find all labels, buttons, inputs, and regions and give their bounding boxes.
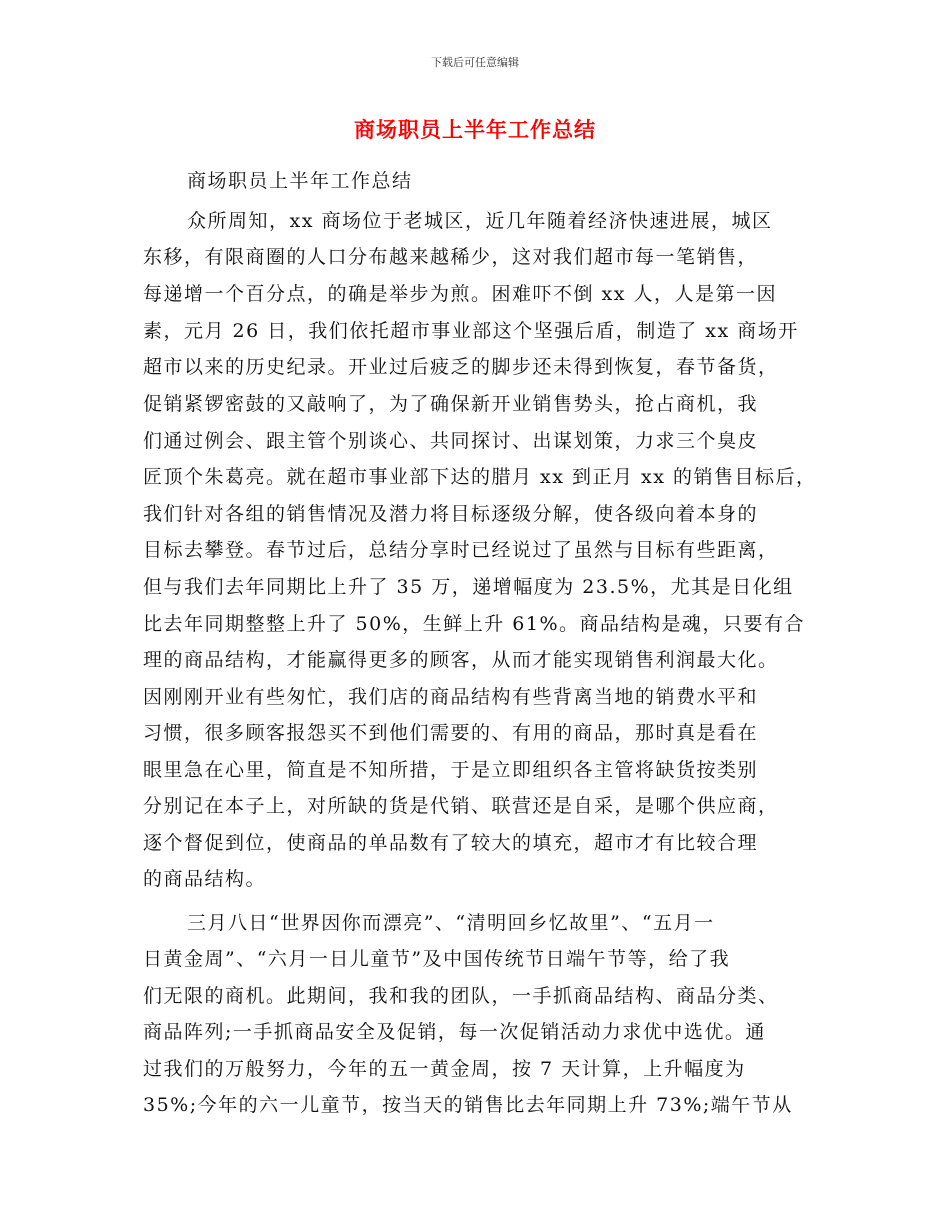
paragraph-line: 比去年同期整整上升了 50%，生鲜上升 61%。商品结构是魂，只要有合 [143,613,806,635]
paragraph-line: 三月八日“世界因你而漂亮”、“清明回乡忆故里”、“五月一 [187,912,715,934]
paragraph-line: 过我们的万般努力，今年的五一黄金周，按 7 天计算，上升幅度为 [143,1058,746,1080]
paragraph-line: 我们针对各组的销售情况及潜力将目标逐级分解，使各级向着本身的 [143,503,759,525]
paragraph-line: 商场职员上半年工作总结 [187,170,413,192]
paragraph-line: 目标去攀登。春节过后，总结分享时已经说过了虽然与目标有些距离， [143,539,779,561]
paragraph-line: 们无限的商机。此期间，我和我的团队，一手抓商品结构、商品分类、 [143,985,779,1007]
paragraph-line: 众所周知，xx 商场位于老城区，近几年随着经济快速进展，城区 [187,210,773,232]
paragraph-line: 逐个督促到位，使商品的单品数有了较大的填充，超市才有比较合理 [143,832,759,854]
paragraph-line: 超市以来的历史纪录。开业过后疲乏的脚步还未得到恢复，春节备货， [143,356,779,378]
page-header: 下载后可任意编辑 [431,56,519,69]
paragraph-line: 匠顶个朱葛亮。就在超市事业部下达的腊月 xx 到正月 xx 的销售目标后， [143,466,817,488]
paragraph-line: 东移，有限商圈的人口分布越来越稀少，这对我们超市每一笔销售， [143,246,759,268]
document-title: 商场职员上半年工作总结 [354,118,596,142]
paragraph-line: 日黄金周”、“六月一日儿童节”及中国传统节日端午节等，给了我 [143,948,731,970]
paragraph-line: 分别记在本子上，对所缺的货是代销、联营还是自采，是哪个供应商， [143,795,779,817]
paragraph-line: 因刚刚开业有些匆忙，我们店的商品结构有些背离当地的销费水平和 [143,686,759,708]
paragraph-line: 促销紧锣密鼓的又敲响了，为了确保新开业销售势头，抢占商机，我 [143,393,759,415]
paragraph-line: 素，元月 26 日，我们依托超市事业部这个坚强后盾，制造了 xx 商场开 [143,320,799,342]
paragraph-line: 每递增一个百分点，的确是举步为煎。困难吓不倒 xx 人，人是第一因 [143,283,778,305]
paragraph-line: 但与我们去年同期比上升了 35 万，递增幅度为 23.5%，尤其是日化组 [143,576,794,598]
paragraph-line: 的商品结构。 [143,868,267,890]
paragraph-line: 眼里急在心里，简直是不知所措，于是立即组织各主管将缺货按类别 [143,759,759,781]
paragraph-line: 理的商品结构，才能赢得更多的顾客，从而才能实现销售利润最大化。 [143,649,779,671]
paragraph-line: 35%;今年的六一儿童节，按当天的销售比去年同期上升 73%;端午节从 [143,1094,793,1116]
paragraph-line: 习惯，很多顾客报怨买不到他们需要的、有用的商品，那时真是看在 [143,722,759,744]
paragraph-line: 商品阵列;一手抓商品安全及促销，每一次促销活动力求优中选优。通 [143,1021,766,1043]
paragraph-line: 们通过例会、跟主管个别谈心、共同探讨、出谋划策，力求三个臭皮 [143,430,759,452]
